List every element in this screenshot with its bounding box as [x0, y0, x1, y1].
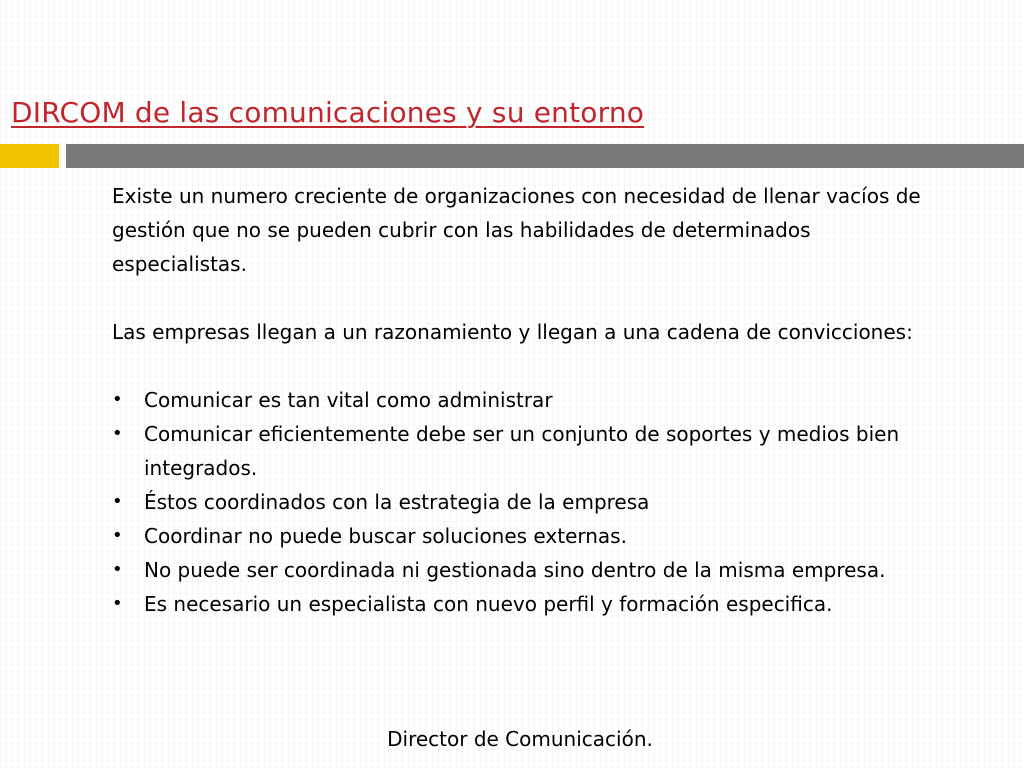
bullet-item — [112, 519, 942, 553]
bullet-text: Coordinar no puede buscar soluciones externas. — [144, 524, 627, 548]
spacer — [112, 281, 942, 315]
accent-bar — [0, 144, 59, 168]
divider-bar — [66, 144, 1024, 168]
bullet-icon: • — [112, 423, 123, 444]
slide-title: DIRCOM de las comunicaciones y su entorno — [11, 96, 645, 129]
bullet-text: Comunicar es tan vital como administrar — [144, 388, 553, 412]
bullet-item — [112, 587, 942, 621]
bullet-list — [112, 383, 942, 621]
bullet-icon: • — [112, 525, 123, 546]
bullet-text: No puede ser coordinada ni gestionada sino dentro de la misma empresa. — [144, 558, 886, 582]
bullet-icon: • — [112, 491, 123, 512]
bullet-item — [112, 383, 942, 417]
convictions-paragraph: Las empresas llegan a un razonamiento y llegan a una cadena de convicciones: — [112, 320, 913, 344]
bullet-text: Éstos coordinados con la estrategia de la empresa — [144, 490, 650, 514]
intro-paragraph: Existe un numero creciente de organizaciones con necesidad de llenar vacíos de gestión que no se pueden cubrir con las habilidades de determinados especialistas. — [112, 184, 921, 276]
footer-text: Director de Comunicación. — [387, 727, 653, 751]
bullet-icon: • — [112, 389, 123, 410]
bullet-text: Es necesario un especialista con nuevo perfil y formación especifica. — [144, 592, 833, 616]
slide-body — [112, 179, 942, 621]
bullet-item — [112, 553, 942, 587]
bullet-item — [112, 485, 942, 519]
spacer — [112, 349, 942, 383]
bullet-text: Comunicar eficientemente debe ser un conjunto de soportes y medios bien integrados. — [144, 422, 900, 480]
bullet-icon: • — [112, 559, 123, 580]
bullet-item — [112, 417, 942, 485]
bullet-icon: • — [112, 593, 123, 614]
